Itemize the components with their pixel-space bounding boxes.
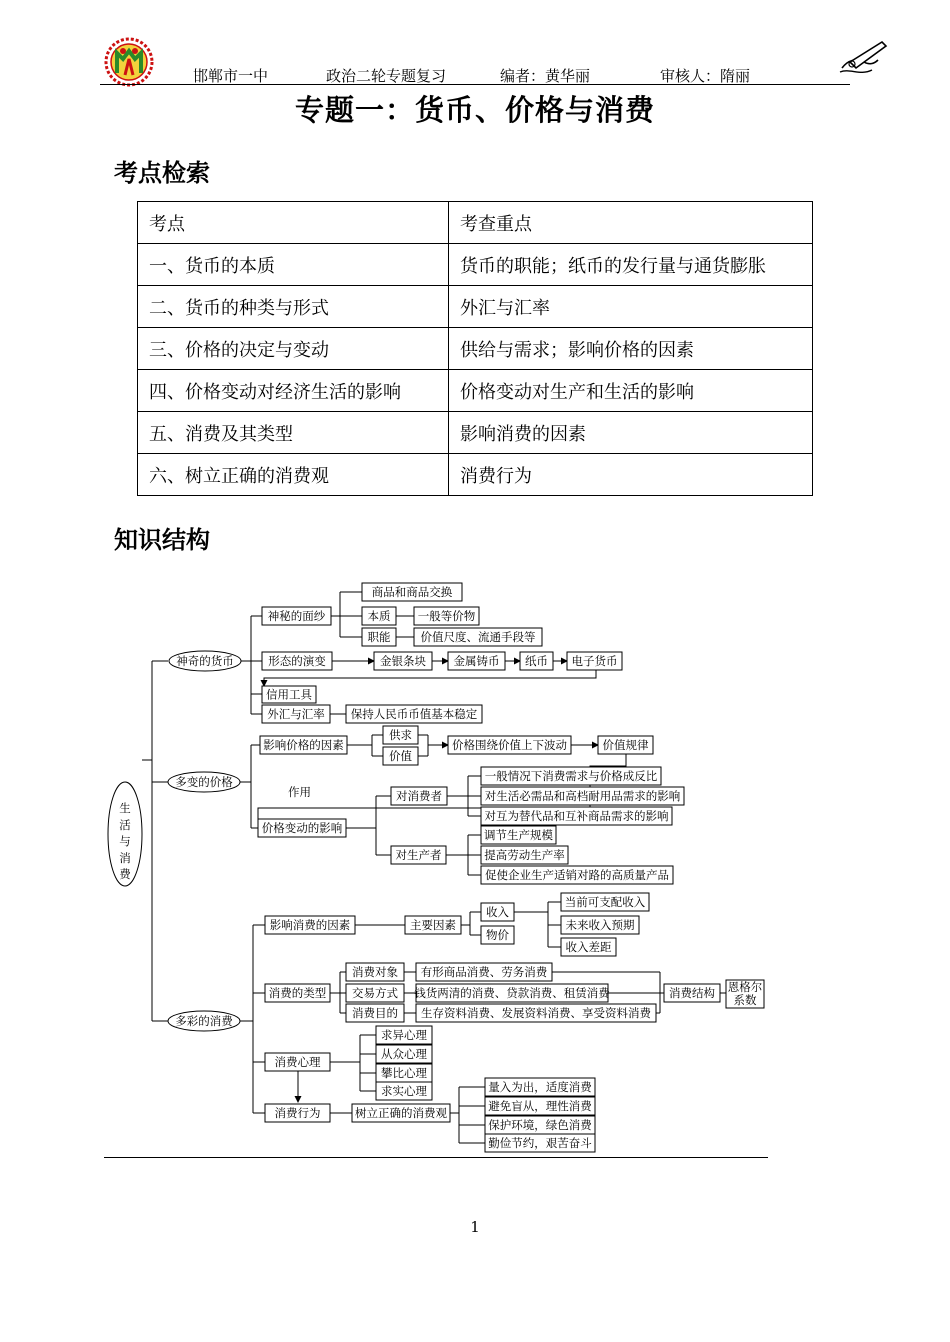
diagram-node-label: 恩格尔 xyxy=(727,980,763,994)
diagram-node-label: 商品和商品交换 xyxy=(371,585,453,599)
diagram-node-label: 当前可支配收入 xyxy=(564,895,646,909)
table-cell: 二、货币的种类与形式 xyxy=(138,286,449,328)
table-cell: 货币的职能；纸币的发行量与通货膨胀 xyxy=(449,244,813,286)
diagram-node-label: 对互为替代品和互补商品需求的影响 xyxy=(484,809,669,823)
header-reviewer: 审核人：隋丽 xyxy=(660,67,751,85)
header-editor: 编者：黄华丽 xyxy=(500,67,591,85)
diagram-node-label: 价值 xyxy=(389,749,412,763)
section-heading-zhishi: 知识结构 xyxy=(114,525,210,554)
diagram-node-label: 交易方式 xyxy=(352,986,398,1000)
diagram-node-label: 影响价格的因素 xyxy=(263,738,344,752)
diagram-node-label: 求实心理 xyxy=(381,1084,427,1098)
table-cell: 消费行为 xyxy=(449,454,813,496)
diagram-node-label: 一般情况下消费需求与价格成反比 xyxy=(484,769,658,783)
diagram-node-label: 消费目的 xyxy=(352,1006,398,1020)
diagram-node-label: 调节生产规模 xyxy=(484,828,553,842)
diagram-node-label: 价值尺度、流通手段等 xyxy=(420,630,536,644)
diagram-node-label: 职能 xyxy=(367,630,391,644)
table-cell: 外汇与汇率 xyxy=(449,286,813,328)
diagram-node-label: 保护环境，绿色消费 xyxy=(488,1118,592,1132)
diagram-node-label: 有形商品消费、劳务消费 xyxy=(420,965,548,979)
diagram-node-label: 主要因素 xyxy=(410,918,456,932)
zuoyong-label: 作用 xyxy=(288,785,311,799)
diagram-node-label: 未来收入预期 xyxy=(565,918,635,932)
node-n2-label: 多变的价格 xyxy=(175,775,233,789)
page-number: 1 xyxy=(470,1218,480,1236)
diagram-node-label: 提高劳动生产率 xyxy=(484,848,565,862)
diagram-node-label: 从众心理 xyxy=(381,1047,427,1061)
diagram-node-label: 电子货币 xyxy=(571,654,618,668)
diagram-node-label: 树立正确的消费观 xyxy=(355,1106,447,1120)
diagram-node-label: 外汇与汇率 xyxy=(267,707,325,721)
diagram-node-label: 量入为出，适度消费 xyxy=(488,1080,592,1094)
diagram-node-label: 纸币 xyxy=(525,654,548,668)
table-header-cell: 考点 xyxy=(138,202,449,244)
diagram-node-label: 价格围绕价值上下波动 xyxy=(452,738,567,752)
diagram-node-label: 消费的类型 xyxy=(268,986,327,1000)
diagram-node-label: 一般等价物 xyxy=(417,609,476,623)
diagram-node-label: 价值规律 xyxy=(602,738,649,752)
root-label: 消 xyxy=(119,851,131,865)
diagram-node-label: 消费对象 xyxy=(352,965,398,979)
diagram-node-label: 求异心理 xyxy=(381,1028,427,1042)
table-cell: 六、树立正确的消费观 xyxy=(138,454,449,496)
table-cell: 三、价格的决定与变动 xyxy=(138,328,449,370)
diagram-node-label: 对消费者 xyxy=(396,789,442,803)
diagram-node-label: 攀比心理 xyxy=(381,1066,427,1080)
table-cell: 供给与需求；影响价格的因素 xyxy=(449,328,813,370)
diagram-node-label: 本质 xyxy=(367,609,391,623)
diagram-node-label: 促使企业生产适销对路的高质量产品 xyxy=(485,868,669,882)
diagram-node-label: 物价 xyxy=(486,928,509,942)
diagram-node-label: 保持人民币币值基本稳定 xyxy=(350,707,478,721)
footer-rule xyxy=(104,1157,768,1158)
diagram-node-label: 对生产者 xyxy=(395,848,442,862)
root-label: 与 xyxy=(119,834,131,848)
diagram-node-label: 信用工具 xyxy=(266,687,312,702)
diagram-node-label: 钱货两清的消费、贷款消费、租赁消费 xyxy=(414,986,610,1000)
table-cell: 影响消费的因素 xyxy=(449,412,813,454)
diagram-node-label: 消费行为 xyxy=(274,1106,321,1120)
diagram-node-label: 金属铸币 xyxy=(453,654,500,668)
diagram-node-label: 消费心理 xyxy=(274,1055,321,1069)
header-subject: 政治二轮专题复习 xyxy=(326,67,447,85)
table-cell: 价格变动对生产和生活的影响 xyxy=(449,370,813,412)
diagram-node-label: 收入 xyxy=(486,905,509,919)
table-header-cell: 考查重点 xyxy=(449,202,813,244)
diagram-node-label: 影响消费的因素 xyxy=(269,918,351,932)
diagram-node-label: 供求 xyxy=(389,728,412,742)
table-cell: 一、货币的本质 xyxy=(138,244,449,286)
diagram-node-label: 价格变动的影响 xyxy=(261,821,343,835)
table-cell: 四、价格变动对经济生活的影响 xyxy=(138,370,449,412)
root-label: 费 xyxy=(119,867,131,881)
header-school: 邯郸市一中 xyxy=(193,67,269,85)
diagram-node-label: 神秘的面纱 xyxy=(267,609,326,623)
diagram-node-label: 避免盲从，理性消费 xyxy=(488,1099,592,1113)
section-heading-kaodian: 考点检索 xyxy=(114,158,210,187)
diagram-node-label: 生存资料消费、发展资料消费、享受资料消费 xyxy=(421,1006,651,1020)
diagram-node-label: 收入差距 xyxy=(565,940,612,954)
page-title: 专题一：货币、价格与消费 xyxy=(294,93,655,127)
diagram-node-label: 对生活必需品和高档耐用品需求的影响 xyxy=(484,789,681,803)
node-n3-label: 多彩的消费 xyxy=(175,1014,233,1028)
node-n1-label: 神奇的货币 xyxy=(176,654,234,668)
root-label: 活 xyxy=(119,818,131,832)
diagram-node-label: 形态的演变 xyxy=(268,654,326,668)
table-cell: 五、消费及其类型 xyxy=(138,412,449,454)
diagram-node-label: 勤俭节约，艰苦奋斗 xyxy=(488,1136,592,1150)
diagram-node-label: 消费结构 xyxy=(669,986,715,1000)
diagram-node-label: 系数 xyxy=(733,993,757,1007)
root-label: 生 xyxy=(119,801,131,815)
diagram-node-label: 金银条块 xyxy=(380,654,426,668)
